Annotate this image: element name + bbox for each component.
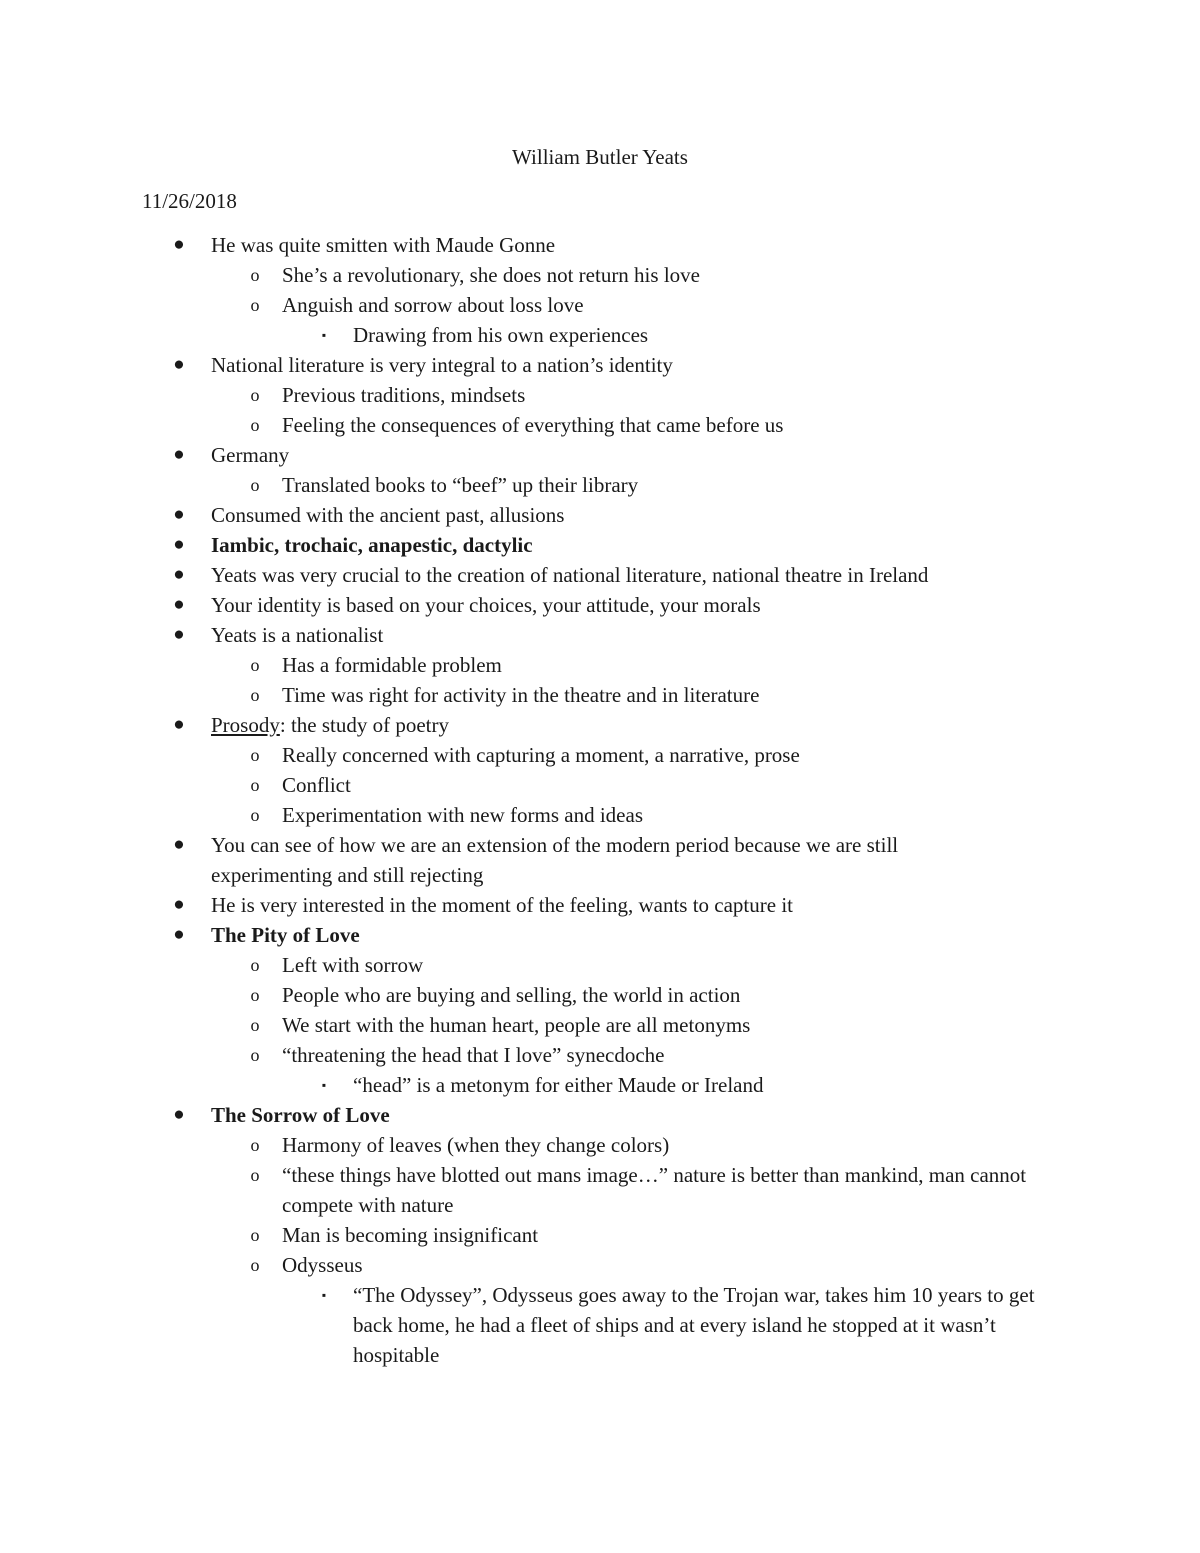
document-date: 11/26/2018 xyxy=(142,189,237,213)
bullet-circle-icon: o xyxy=(250,385,260,405)
note-item-level-2 xyxy=(0,1040,1200,1070)
note-item-level-2 xyxy=(0,410,1200,440)
term-definition: : the study of poetry xyxy=(279,713,449,737)
bullet-dot-icon: ● xyxy=(173,714,185,735)
note-text: Previous traditions, mindsets xyxy=(282,383,526,407)
note-text: We start with the human heart, people are all metonyms xyxy=(282,1013,751,1037)
note-text: She’s a revolutionary, she does not return his love xyxy=(282,263,700,287)
note-text: Odysseus xyxy=(282,1253,363,1277)
note-text: National literature is very integral to a nation’s identity xyxy=(211,353,673,377)
note-item-level-2 xyxy=(0,740,1200,770)
note-text: The Pity of Love xyxy=(211,923,360,947)
note-item-level-1 xyxy=(0,530,1200,560)
note-item-level-1 xyxy=(0,890,1200,920)
note-text: Translated books to “beef” up their library xyxy=(282,473,639,497)
note-item-level-2 xyxy=(0,770,1200,800)
bullet-circle-icon: o xyxy=(250,775,260,795)
note-text: Yeats is a nationalist xyxy=(211,623,384,647)
note-item-level-1 xyxy=(0,710,1200,740)
note-text: Iambic, trochaic, anapestic, dactylic xyxy=(211,533,533,557)
bullet-dot-icon: ● xyxy=(173,354,185,375)
note-text: Left with sorrow xyxy=(282,953,424,977)
note-text: Drawing from his own experiences xyxy=(353,323,649,347)
note-item-level-2 xyxy=(0,290,1200,320)
note-item-level-2 xyxy=(0,470,1200,500)
note-item-level-1 xyxy=(0,590,1200,620)
note-text: Time was right for activity in the theatre and in literature xyxy=(282,683,760,707)
note-text: Has a formidable problem xyxy=(282,653,502,677)
note-item-level-2 xyxy=(0,950,1200,980)
bullet-dot-icon: ● xyxy=(173,624,185,645)
bullet-dot-icon: ● xyxy=(173,834,185,855)
note-text: Experimentation with new forms and ideas xyxy=(282,803,643,827)
bullet-circle-icon: o xyxy=(250,1135,260,1155)
note-item-level-1 xyxy=(0,440,1200,470)
note-text: “head” is a metonym for either Maude or Ireland xyxy=(353,1073,764,1097)
bullet-circle-icon: o xyxy=(250,955,260,975)
bullet-circle-icon: o xyxy=(250,1015,260,1035)
bullet-circle-icon: o xyxy=(250,685,260,705)
note-text: He was quite smitten with Maude Gonne xyxy=(211,233,556,257)
bullet-dot-icon: ● xyxy=(173,1104,185,1125)
note-item-level-3 xyxy=(0,1070,1200,1100)
note-text: The Sorrow of Love xyxy=(211,1103,390,1127)
bullet-circle-icon: o xyxy=(250,415,260,435)
bullet-circle-icon: o xyxy=(250,295,260,315)
bullet-dot-icon: ● xyxy=(173,594,185,615)
note-item-level-2 xyxy=(0,680,1200,710)
bullet-dot-icon: ● xyxy=(173,564,185,585)
note-text: “these things have blotted out mans image…” nature is better than mankind, man cannot compete with nature xyxy=(282,1163,1027,1217)
note-item-level-1 xyxy=(0,830,1200,890)
note-text: Feeling the consequences of everything that came before us xyxy=(282,413,784,437)
bullet-circle-icon: o xyxy=(250,265,260,285)
bullet-circle-icon: o xyxy=(250,1225,260,1245)
bullet-dot-icon: ● xyxy=(173,534,185,555)
note-item-level-2 xyxy=(0,650,1200,680)
bullet-circle-icon: o xyxy=(250,985,260,1005)
note-text: Yeats was very crucial to the creation of national literature, national theatre in Ireland xyxy=(211,563,929,587)
note-item-level-2 xyxy=(0,800,1200,830)
note-item-level-1 xyxy=(0,350,1200,380)
note-item-level-2 xyxy=(0,1160,1200,1220)
bullet-square-icon: ▪ xyxy=(321,1078,327,1092)
bullet-circle-icon: o xyxy=(250,805,260,825)
note-item-level-2 xyxy=(0,1010,1200,1040)
note-text: Man is becoming insignificant xyxy=(282,1223,539,1247)
note-item-level-1 xyxy=(0,560,1200,590)
note-item-level-1 xyxy=(0,500,1200,530)
note-item-level-1 xyxy=(0,1100,1200,1130)
note-text: Consumed with the ancient past, allusions xyxy=(211,503,565,527)
document-title: William Butler Yeats xyxy=(512,145,688,169)
bullet-dot-icon: ● xyxy=(173,924,185,945)
note-item-level-1 xyxy=(0,620,1200,650)
note-item-level-1 xyxy=(0,230,1200,260)
note-text: “threatening the head that I love” synecdoche xyxy=(282,1043,665,1067)
bullet-circle-icon: o xyxy=(250,475,260,495)
bullet-square-icon: ▪ xyxy=(321,1288,327,1302)
note-item-level-2 xyxy=(0,380,1200,410)
note-text: Really concerned with capturing a moment, a narrative, prose xyxy=(282,743,800,767)
bullet-dot-icon: ● xyxy=(173,444,185,465)
note-text: Conflict xyxy=(282,773,351,797)
bullet-circle-icon: o xyxy=(250,655,260,675)
note-item-level-3 xyxy=(0,320,1200,350)
bullet-square-icon: ▪ xyxy=(321,328,327,342)
note-text: “The Odyssey”, Odysseus goes away to the Trojan war, takes him 10 years to get back home, he had a fleet of ships and at every island he stopped at it wasn’t hospitable xyxy=(353,1283,1035,1367)
note-item-level-1 xyxy=(0,920,1200,950)
note-text: Harmony of leaves (when they change colors) xyxy=(282,1133,670,1157)
note-item-level-2 xyxy=(0,1130,1200,1160)
note-item-level-2 xyxy=(0,1250,1200,1280)
note-text xyxy=(211,710,1011,740)
term-underlined: Prosody xyxy=(211,713,280,737)
note-item-level-3 xyxy=(0,1280,1200,1370)
bullet-circle-icon: o xyxy=(250,1255,260,1275)
note-text: You can see of how we are an extension of the modern period because we are still experimenting and still rejecting xyxy=(211,833,899,887)
notes-list xyxy=(0,230,1200,1370)
bullet-dot-icon: ● xyxy=(173,894,185,915)
bullet-dot-icon: ● xyxy=(173,234,185,255)
bullet-circle-icon: o xyxy=(250,1165,260,1185)
note-item-level-2 xyxy=(0,260,1200,290)
note-text: Germany xyxy=(211,443,290,467)
note-item-level-2 xyxy=(0,980,1200,1010)
note-text: Your identity is based on your choices, your attitude, your morals xyxy=(211,593,761,617)
bullet-circle-icon: o xyxy=(250,1045,260,1065)
note-text: People who are buying and selling, the world in action xyxy=(282,983,741,1007)
bullet-dot-icon: ● xyxy=(173,504,185,525)
note-item-level-2 xyxy=(0,1220,1200,1250)
bullet-circle-icon: o xyxy=(250,745,260,765)
note-text: He is very interested in the moment of the feeling, wants to capture it xyxy=(211,893,793,917)
note-text: Anguish and sorrow about loss love xyxy=(282,293,584,317)
